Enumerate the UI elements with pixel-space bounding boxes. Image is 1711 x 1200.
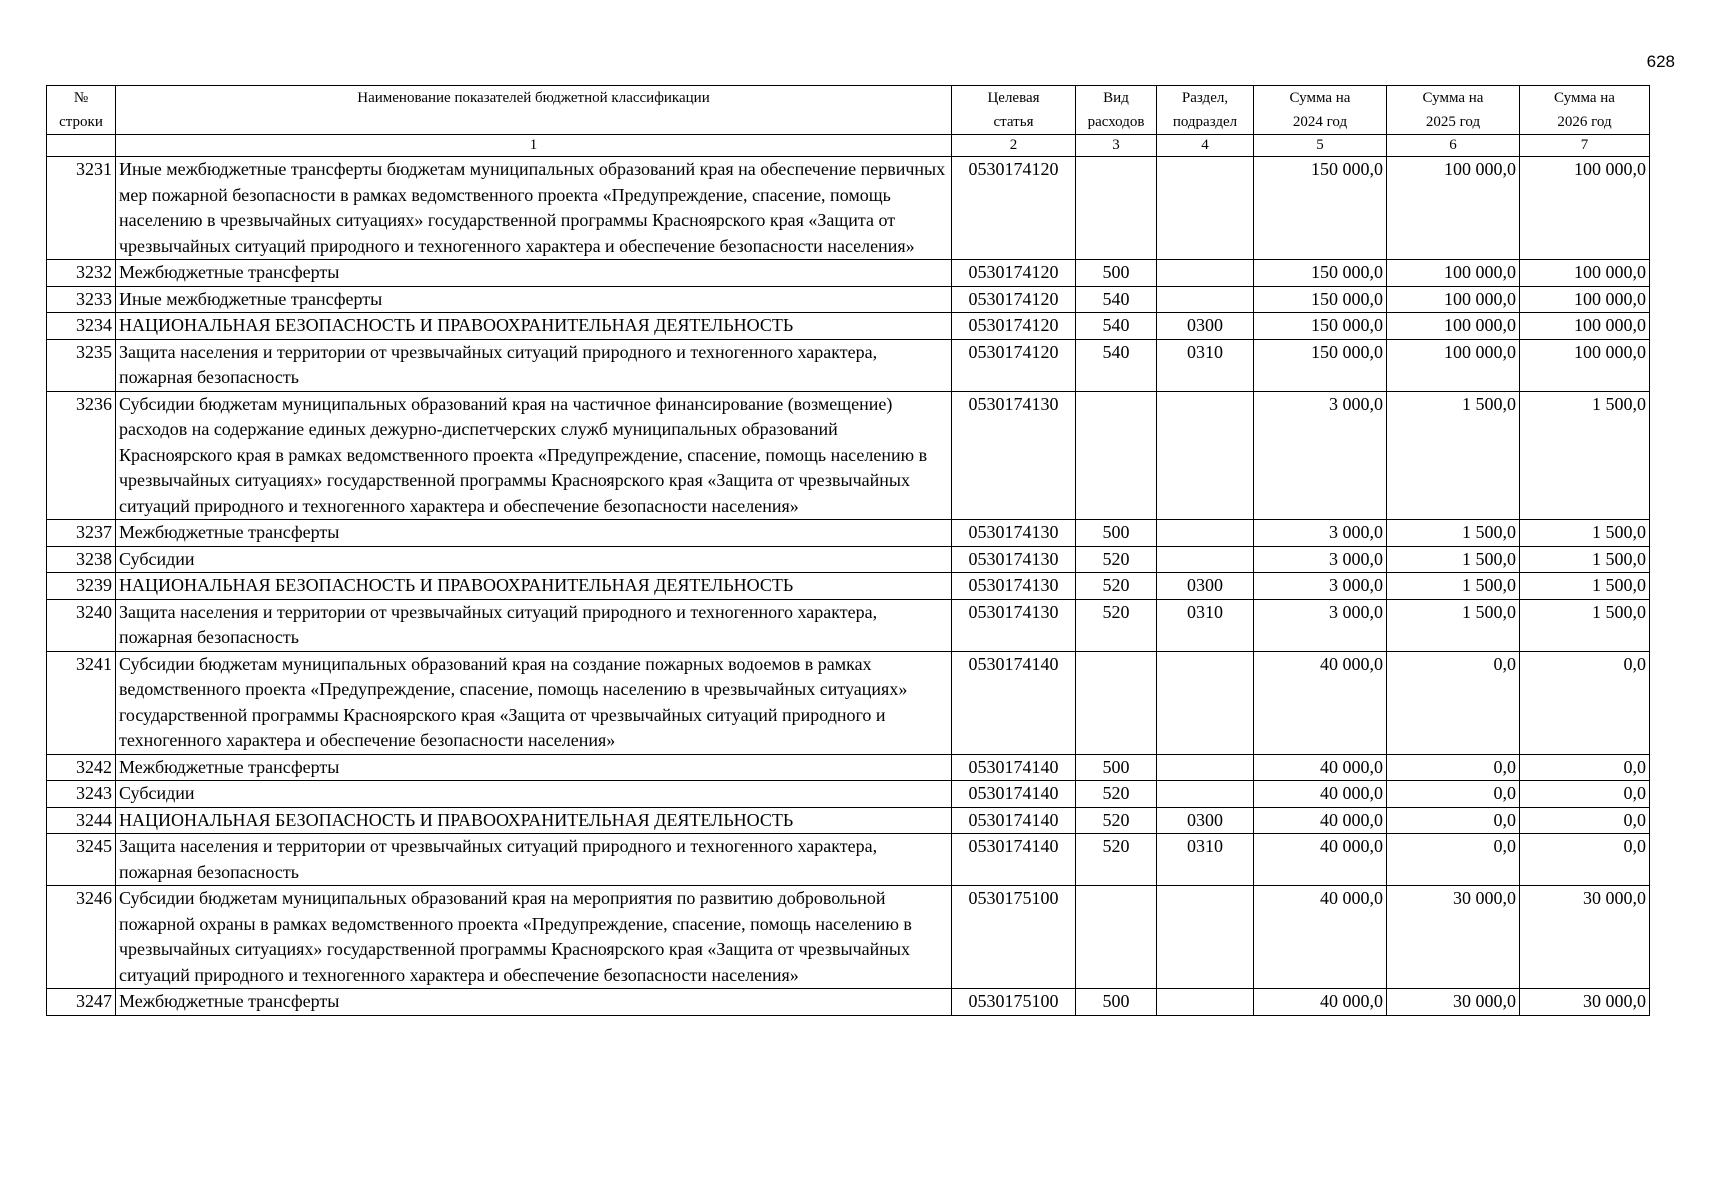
expense-type-cell: 520 [1076, 807, 1157, 834]
sum-2026-cell: 100 000,0 [1520, 260, 1650, 287]
header-line: статья [993, 114, 1034, 130]
sum-2026-cell: 100 000,0 [1520, 157, 1650, 260]
sum-2026-cell: 0,0 [1520, 754, 1650, 781]
row-number-cell: 3240 [47, 599, 116, 651]
header-sum-2024 [1254, 86, 1387, 135]
expense-type-cell: 540 [1076, 339, 1157, 391]
row-number-cell: 3234 [47, 313, 116, 340]
header-line: 2025 год [1425, 114, 1481, 130]
target-article-cell: 0530174120 [952, 339, 1076, 391]
table-row [47, 573, 1650, 600]
header-line: расходов [1087, 114, 1145, 130]
sum-2025-cell: 1 500,0 [1387, 573, 1520, 600]
section-cell: 0300 [1157, 573, 1254, 600]
sum-2025-cell: 1 500,0 [1387, 546, 1520, 573]
sum-2026-cell: 0,0 [1520, 651, 1650, 754]
target-article-cell: 0530174130 [952, 573, 1076, 600]
row-number-cell: 3231 [47, 157, 116, 260]
header-line: подраздел [1172, 114, 1238, 130]
table-row [47, 339, 1650, 391]
sum-2024-cell: 40 000,0 [1254, 807, 1387, 834]
table-row [47, 520, 1650, 547]
row-name-cell: НАЦИОНАЛЬНАЯ БЕЗОПАСНОСТЬ И ПРАВООХРАНИТЕЛЬНАЯ ДЕЯТЕЛЬНОСТЬ [116, 573, 952, 600]
row-name-cell: НАЦИОНАЛЬНАЯ БЕЗОПАСНОСТЬ И ПРАВООХРАНИТЕЛЬНАЯ ДЕЯТЕЛЬНОСТЬ [116, 313, 952, 340]
expense-type-cell: 520 [1076, 599, 1157, 651]
header-row-number [47, 86, 116, 135]
expense-type-cell [1076, 391, 1157, 520]
sum-2024-cell: 150 000,0 [1254, 339, 1387, 391]
row-number-cell: 3237 [47, 520, 116, 547]
sum-2024-cell: 40 000,0 [1254, 781, 1387, 808]
row-name-cell: Субсидии [116, 546, 952, 573]
sum-2026-cell: 0,0 [1520, 834, 1650, 886]
sum-2025-cell: 0,0 [1387, 754, 1520, 781]
expense-type-cell: 520 [1076, 834, 1157, 886]
column-number: 6 [1387, 135, 1520, 157]
row-number-cell: 3236 [47, 391, 116, 520]
column-number: 3 [1076, 135, 1157, 157]
header-line: Раздел, [1181, 90, 1229, 106]
target-article-cell: 0530174140 [952, 781, 1076, 808]
section-cell: 0310 [1157, 339, 1254, 391]
target-article-cell: 0530174130 [952, 546, 1076, 573]
sum-2026-cell: 100 000,0 [1520, 313, 1650, 340]
row-name-cell: НАЦИОНАЛЬНАЯ БЕЗОПАСНОСТЬ И ПРАВООХРАНИТЕЛЬНАЯ ДЕЯТЕЛЬНОСТЬ [116, 807, 952, 834]
table-row [47, 313, 1650, 340]
page-number: 628 [1646, 52, 1675, 71]
header-line: Сумма на [1554, 90, 1615, 106]
row-name-cell: Межбюджетные трансферты [116, 989, 952, 1016]
sum-2024-cell: 3 000,0 [1254, 391, 1387, 520]
sum-2025-cell: 0,0 [1387, 651, 1520, 754]
header-name: Наименование показателей бюджетной классификации [116, 86, 952, 135]
target-article-cell: 0530174140 [952, 807, 1076, 834]
row-name-cell: Субсидии [116, 781, 952, 808]
row-name-cell: Межбюджетные трансферты [116, 260, 952, 287]
table-row [47, 886, 1650, 989]
target-article-cell: 0530174130 [952, 391, 1076, 520]
table-row [47, 834, 1650, 886]
target-article-cell: 0530174120 [952, 313, 1076, 340]
row-name-cell: Межбюджетные трансферты [116, 520, 952, 547]
target-article-cell: 0530175100 [952, 989, 1076, 1016]
row-number-cell: 3247 [47, 989, 116, 1016]
sum-2024-cell: 40 000,0 [1254, 886, 1387, 989]
header-line: 2026 год [1557, 114, 1612, 130]
header-line: строки [59, 114, 103, 130]
section-cell: 0300 [1157, 807, 1254, 834]
header-line: Целевая [987, 90, 1040, 106]
row-number-cell: 3232 [47, 260, 116, 287]
sum-2025-cell: 0,0 [1387, 834, 1520, 886]
section-cell [1157, 886, 1254, 989]
row-number-cell: 3243 [47, 781, 116, 808]
target-article-cell: 0530174130 [952, 599, 1076, 651]
row-number-cell: 3235 [47, 339, 116, 391]
sum-2026-cell: 1 500,0 [1520, 391, 1650, 520]
target-article-cell: 0530174120 [952, 260, 1076, 287]
target-article-cell: 0530174130 [952, 520, 1076, 547]
sum-2025-cell: 1 500,0 [1387, 599, 1520, 651]
table-row [47, 260, 1650, 287]
expense-type-cell: 520 [1076, 546, 1157, 573]
table-row [47, 989, 1650, 1016]
column-number: 2 [952, 135, 1076, 157]
table-row [47, 391, 1650, 520]
header-sum-2025 [1387, 86, 1520, 135]
section-cell [1157, 391, 1254, 520]
sum-2025-cell: 100 000,0 [1387, 157, 1520, 260]
sum-2024-cell: 40 000,0 [1254, 754, 1387, 781]
sum-2025-cell: 0,0 [1387, 807, 1520, 834]
expense-type-cell [1076, 886, 1157, 989]
target-article-cell: 0530174140 [952, 651, 1076, 754]
sum-2024-cell: 3 000,0 [1254, 546, 1387, 573]
section-cell: 0310 [1157, 599, 1254, 651]
table-body [47, 157, 1650, 1016]
row-name-cell: Защита населения и территории от чрезвычайных ситуаций природного и техногенного характера, пожарная безопасность [116, 834, 952, 886]
expense-type-cell [1076, 651, 1157, 754]
sum-2024-cell: 150 000,0 [1254, 286, 1387, 313]
row-number-cell: 3233 [47, 286, 116, 313]
table-row [47, 781, 1650, 808]
section-cell [1157, 651, 1254, 754]
sum-2025-cell: 30 000,0 [1387, 989, 1520, 1016]
sum-2026-cell: 1 500,0 [1520, 520, 1650, 547]
row-number-cell: 3244 [47, 807, 116, 834]
column-number: 1 [116, 135, 952, 157]
column-number: 5 [1254, 135, 1387, 157]
sum-2026-cell: 100 000,0 [1520, 286, 1650, 313]
sum-2024-cell: 150 000,0 [1254, 313, 1387, 340]
row-name-cell: Иные межбюджетные трансферты [116, 286, 952, 313]
section-cell [1157, 989, 1254, 1016]
expense-type-cell: 520 [1076, 573, 1157, 600]
header-line: Вид [1103, 90, 1129, 106]
header-line: Сумма на [1422, 90, 1484, 106]
row-name-cell: Субсидии бюджетам муниципальных образований края на мероприятия по развитию добровольной пожарной охраны в рамках ведомственного проекта «Предупреждение, спасение, помощь населению в чрезвычайных ситуациях» государственной программы Красноярского края «Защита от чрезвычайных ситуаций природного и техногенного характера и обеспечение безопасности населения» [116, 886, 952, 989]
sum-2026-cell: 100 000,0 [1520, 339, 1650, 391]
table-row [47, 286, 1650, 313]
target-article-cell: 0530174120 [952, 286, 1076, 313]
row-name-cell: Иные межбюджетные трансферты бюджетам муниципальных образований края на обеспечение первичных мер пожарной безопасности в рамках ведомственного проекта «Предупреждение, спасение, помощь населению в чрезвычайных ситуациях» государственной программы Красноярского края «Защита от чрезвычайных ситуаций природного и техногенного характера и обеспечение безопасности населения» [116, 157, 952, 260]
header-line: № [73, 90, 89, 106]
sum-2025-cell: 30 000,0 [1387, 886, 1520, 989]
target-article-cell: 0530174140 [952, 834, 1076, 886]
sum-2024-cell: 3 000,0 [1254, 599, 1387, 651]
table-row [47, 807, 1650, 834]
section-cell [1157, 286, 1254, 313]
budget-table [46, 85, 1650, 1016]
expense-type-cell: 500 [1076, 520, 1157, 547]
sum-2026-cell: 1 500,0 [1520, 573, 1650, 600]
expense-type-cell: 500 [1076, 260, 1157, 287]
column-number: 4 [1157, 135, 1254, 157]
sum-2026-cell: 30 000,0 [1520, 886, 1650, 989]
section-cell [1157, 754, 1254, 781]
sum-2026-cell: 1 500,0 [1520, 546, 1650, 573]
header-line: 2024 год [1292, 114, 1348, 130]
sum-2026-cell: 0,0 [1520, 807, 1650, 834]
sum-2026-cell: 1 500,0 [1520, 599, 1650, 651]
sum-2025-cell: 0,0 [1387, 781, 1520, 808]
sum-2025-cell: 100 000,0 [1387, 339, 1520, 391]
expense-type-cell: 540 [1076, 286, 1157, 313]
table-row [47, 651, 1650, 754]
sum-2024-cell: 40 000,0 [1254, 989, 1387, 1016]
row-name-cell: Защита населения и территории от чрезвычайных ситуаций природного и техногенного характера, пожарная безопасность [116, 339, 952, 391]
sum-2024-cell: 3 000,0 [1254, 573, 1387, 600]
sum-2025-cell: 100 000,0 [1387, 313, 1520, 340]
section-cell [1157, 546, 1254, 573]
row-name-cell: Межбюджетные трансферты [116, 754, 952, 781]
row-number-cell: 3242 [47, 754, 116, 781]
row-number-cell: 3246 [47, 886, 116, 989]
table-row [47, 599, 1650, 651]
row-name-cell: Субсидии бюджетам муниципальных образований края на частичное финансирование (возмещение) расходов на содержание единых дежурно-диспетчерских служб муниципальных образований Красноярского края в рамках ведомственного проекта «Предупреждение, спасение, помощь населению в чрезвычайных ситуациях» государственной программы Красноярского края «Защита от чрезвычайных ситуаций природного и техногенного характера и обеспечение безопасности населения» [116, 391, 952, 520]
row-number-cell: 3241 [47, 651, 116, 754]
header-target-article [952, 86, 1076, 135]
row-name-cell: Защита населения и территории от чрезвычайных ситуаций природного и техногенного характера, пожарная безопасность [116, 599, 952, 651]
sum-2024-cell: 150 000,0 [1254, 157, 1387, 260]
section-cell [1157, 520, 1254, 547]
sum-2024-cell: 40 000,0 [1254, 651, 1387, 754]
header-section [1157, 86, 1254, 135]
sum-2025-cell: 1 500,0 [1387, 391, 1520, 520]
section-cell: 0310 [1157, 834, 1254, 886]
column-number-blank [47, 135, 116, 157]
sum-2025-cell: 100 000,0 [1387, 286, 1520, 313]
target-article-cell: 0530174120 [952, 157, 1076, 260]
header-line: Сумма на [1289, 90, 1351, 106]
target-article-cell: 0530174140 [952, 754, 1076, 781]
column-number-row [47, 135, 1650, 157]
sum-2026-cell: 0,0 [1520, 781, 1650, 808]
table-row [47, 546, 1650, 573]
expense-type-cell: 540 [1076, 313, 1157, 340]
row-number-cell: 3245 [47, 834, 116, 886]
target-article-cell: 0530175100 [952, 886, 1076, 989]
header-expense-type [1076, 86, 1157, 135]
sum-2025-cell: 100 000,0 [1387, 260, 1520, 287]
expense-type-cell: 520 [1076, 781, 1157, 808]
table-row [47, 754, 1650, 781]
row-name-cell: Субсидии бюджетам муниципальных образований края на создание пожарных водоемов в рамках ведомственного проекта «Предупреждение, спасение, помощь населению в чрезвычайных ситуациях» государственной программы Красноярского края «Защита от чрезвычайных ситуаций природного и техногенного характера и обеспечение безопасности населения» [116, 651, 952, 754]
column-number: 7 [1520, 135, 1650, 157]
header-sum-2026 [1520, 86, 1650, 135]
section-cell: 0300 [1157, 313, 1254, 340]
expense-type-cell: 500 [1076, 989, 1157, 1016]
sum-2026-cell: 30 000,0 [1520, 989, 1650, 1016]
sum-2024-cell: 3 000,0 [1254, 520, 1387, 547]
expense-type-cell: 500 [1076, 754, 1157, 781]
section-cell [1157, 260, 1254, 287]
expense-type-cell [1076, 157, 1157, 260]
table-row [47, 157, 1650, 260]
sum-2024-cell: 150 000,0 [1254, 260, 1387, 287]
header-row [47, 86, 1650, 135]
section-cell [1157, 781, 1254, 808]
section-cell [1157, 157, 1254, 260]
sum-2025-cell: 1 500,0 [1387, 520, 1520, 547]
sum-2024-cell: 40 000,0 [1254, 834, 1387, 886]
row-number-cell: 3239 [47, 573, 116, 600]
row-number-cell: 3238 [47, 546, 116, 573]
